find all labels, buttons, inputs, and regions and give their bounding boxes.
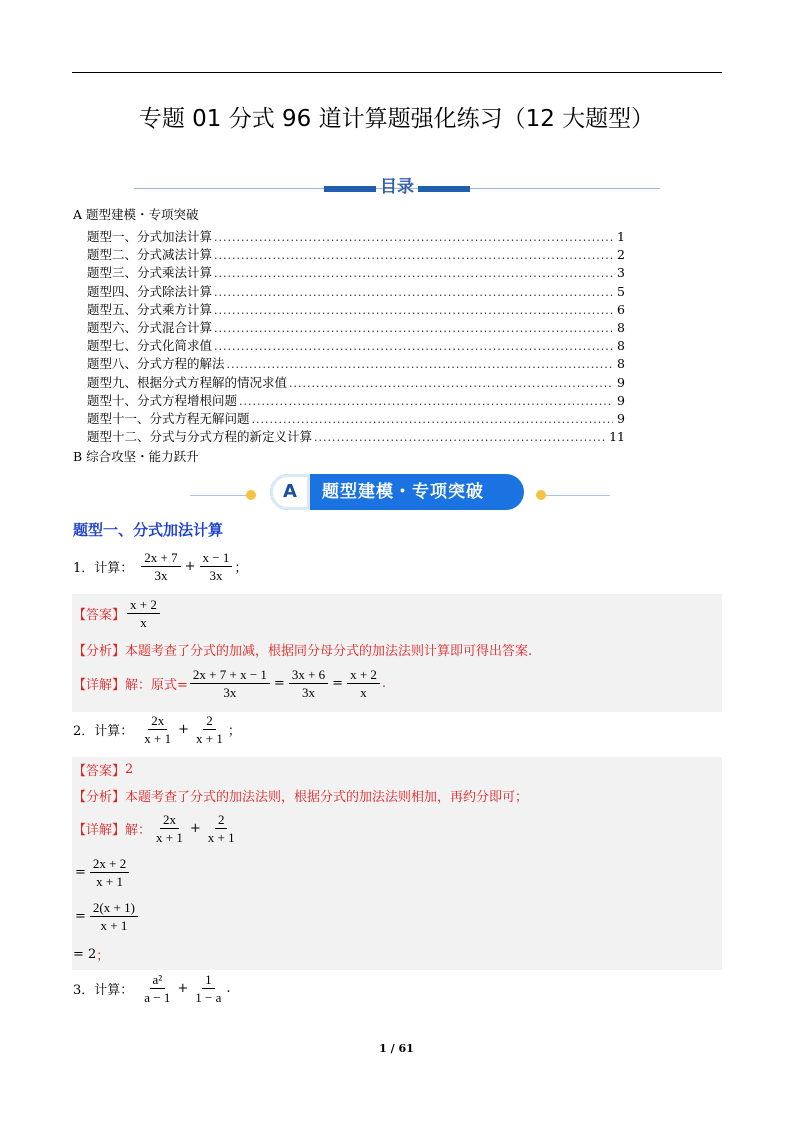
answer-1 [73, 597, 162, 630]
toc-item-page: 3 [617, 265, 625, 281]
toc-leader-dots [214, 304, 613, 317]
numerator: 2 [203, 713, 216, 730]
detail-2 [73, 812, 240, 845]
equals-sign: = [75, 909, 86, 924]
denominator: x + 1 [100, 918, 128, 933]
toc-item-label: 题型十二、分式与分式方程的新定义计算 [87, 429, 313, 445]
toc-section-b[interactable]: B 综合攻坚・能力跃升 [73, 449, 199, 464]
banner-dot-right [536, 490, 546, 500]
fraction [347, 667, 380, 700]
toc-item-label: 题型八、分式方程的解法 [87, 356, 225, 372]
detail-prefix: 解：原式= [125, 678, 188, 693]
numerator: 2x [160, 812, 179, 829]
analysis-tag: 【分析】 [73, 644, 126, 659]
fraction [205, 812, 238, 845]
toc-item-label: 题型二、分式减法计算 [87, 247, 213, 263]
question-label: 1．计算： [73, 561, 134, 576]
toc-item[interactable] [87, 391, 625, 409]
header-rule [72, 72, 722, 73]
toc-item-page: 6 [617, 301, 625, 317]
answer-tag: 【答案】 [73, 608, 126, 623]
toc-item-page: 8 [617, 319, 625, 335]
toc-item-page: 8 [617, 356, 625, 372]
toc-item-label: 题型四、分式除法计算 [87, 283, 213, 299]
denominator: x + 1 [207, 830, 235, 845]
toc-leader-dots [214, 249, 613, 262]
toc-item-label: 题型五、分式乘方计算 [87, 301, 213, 317]
section-banner [190, 474, 610, 510]
toc-leader-dots [239, 395, 613, 408]
toc-item[interactable] [87, 336, 625, 354]
numerator: x − 1 [200, 550, 233, 567]
page-footer: 1 / 61 [379, 1042, 414, 1055]
toc-item-label: 题型六、分式混合计算 [87, 319, 213, 335]
toc-leader-dots [289, 377, 613, 390]
numerator: x + 2 [127, 597, 160, 614]
analysis-tag: 【分析】 [73, 790, 126, 805]
step-1 [73, 856, 131, 889]
fraction [289, 667, 328, 700]
fraction [153, 812, 186, 845]
question-3 [73, 972, 231, 1005]
plus-sign: + [177, 981, 189, 996]
punctuation: ； [234, 561, 248, 576]
fraction [192, 972, 224, 1005]
fraction [90, 900, 138, 933]
question-label: 3．计算： [73, 983, 134, 998]
denominator: 3x [223, 685, 237, 700]
numerator: 2x + 7 [141, 550, 180, 567]
banner-line-right [546, 495, 610, 496]
toc-item-page: 8 [617, 338, 625, 354]
toc-leader-dots [214, 267, 613, 280]
denominator: x + 1 [196, 731, 223, 746]
numerator: 2 [215, 812, 228, 829]
toc-leader-dots [214, 286, 613, 299]
analysis-text: 本题考查了分式的加法法则，根据分式的加法法则相加，再约分即可； [125, 790, 529, 805]
punctuation: ； [96, 949, 110, 964]
numerator: 3x + 6 [289, 667, 328, 684]
numerator: 2x + 7 + x − 1 [190, 667, 270, 684]
toc-leader-dots [214, 322, 613, 335]
toc-item-label: 题型十、分式方程增根问题 [87, 392, 238, 408]
toc-item-page: 11 [609, 429, 625, 445]
toc-item-page: 2 [617, 247, 625, 263]
analysis-1 [73, 640, 532, 659]
denominator: 3x [154, 568, 168, 583]
toc-item[interactable] [87, 318, 625, 336]
numerator: 1 [202, 972, 215, 989]
toc-item[interactable] [87, 354, 625, 372]
analysis-text: 本题考查了分式的加减，根据同分母分式的加法法则计算即可得出答案. [125, 644, 533, 659]
denominator: 1 − a [195, 990, 222, 1005]
question-1 [73, 550, 247, 583]
toc-leader-dots [252, 413, 613, 426]
denominator: a − 1 [144, 990, 171, 1005]
question-2 [73, 713, 241, 746]
numerator: 2x + 2 [90, 856, 129, 873]
numerator: 2x [148, 713, 167, 730]
toc-item[interactable] [87, 300, 625, 318]
section-title: 题型一、分式加法计算 [73, 521, 224, 539]
answer-tag: 【答案】 [73, 764, 126, 779]
denominator: x [140, 615, 147, 630]
banner-line-left [190, 495, 250, 496]
toc-leader-dots [227, 358, 613, 371]
toc-section-a[interactable]: A 题型建模・专项突破 [73, 207, 199, 222]
plus-sign: + [178, 722, 190, 737]
detail-tag: 【详解】 [73, 823, 126, 838]
toc-item[interactable] [87, 263, 625, 281]
fraction [200, 550, 233, 583]
detail-prefix: 解： [125, 823, 152, 838]
toc-item[interactable] [87, 282, 625, 300]
document-title: 专题 01 分式 96 道计算题强化练习（12 大题型） [138, 106, 655, 132]
equals-sign: = [75, 865, 86, 880]
banner-letter: A [270, 474, 310, 510]
fraction [90, 856, 129, 889]
toc-heading: 目录 [380, 177, 414, 197]
fraction [190, 667, 270, 700]
toc-item-page: 9 [617, 374, 625, 390]
toc-item-label: 题型三、分式乘法计算 [87, 265, 213, 281]
toc-item-page: 9 [617, 410, 625, 426]
toc-item-label: 题型一、分式加法计算 [87, 229, 213, 244]
punctuation: . [226, 981, 231, 996]
step-3 [73, 945, 109, 964]
toc-item[interactable] [87, 373, 625, 391]
fraction [141, 550, 180, 583]
banner-dot-left [246, 490, 256, 500]
toc-item-label: 题型九、根据分式方程解的情况求值 [87, 374, 288, 390]
denominator: x + 1 [156, 830, 183, 845]
fraction [141, 713, 174, 746]
toc-item[interactable] [87, 227, 625, 245]
toc-item-label: 题型七、分式化简求值 [87, 338, 213, 354]
toc-list [87, 227, 625, 445]
plus-sign: + [184, 559, 196, 574]
denominator: x + 1 [96, 874, 123, 889]
answer-value: 2 [125, 762, 134, 777]
step-2 [73, 900, 140, 933]
toc-item-page: 5 [617, 283, 625, 299]
toc-item[interactable] [87, 245, 625, 263]
denominator: 3x [209, 568, 223, 583]
result: = 2 [73, 947, 97, 962]
toc-item[interactable] [87, 427, 625, 445]
denominator: 3x [302, 685, 315, 700]
toc-item-page: 9 [617, 392, 625, 408]
banner-pill [270, 474, 524, 510]
punctuation: ； [227, 724, 241, 739]
detail-1 [73, 667, 386, 700]
toc-leader-dots [214, 231, 613, 244]
fraction [127, 597, 160, 630]
punctuation: . [381, 676, 387, 691]
toc-leader-dots [214, 340, 613, 353]
fraction [193, 713, 226, 746]
toc-leader-dots [314, 431, 607, 444]
detail-tag: 【详解】 [73, 678, 126, 693]
denominator: x + 1 [144, 731, 172, 746]
numerator: 2(x + 1) [90, 900, 138, 917]
toc-item-label: 题型十一、分式方程无解问题 [87, 410, 250, 426]
toc-heading-band [134, 176, 660, 200]
analysis-2 [73, 786, 528, 805]
plus-sign: + [189, 821, 201, 836]
equals-sign: = [273, 676, 285, 691]
denominator: x [360, 685, 367, 700]
toc-item-page: 1 [617, 229, 625, 244]
answer-2 [73, 760, 133, 779]
fraction [141, 972, 173, 1005]
question-label: 2．计算： [73, 724, 134, 739]
equals-sign: = [332, 676, 344, 691]
numerator: a² [150, 972, 166, 989]
numerator: x + 2 [347, 667, 380, 684]
toc-item[interactable] [87, 409, 625, 427]
banner-text: 题型建模・专项突破 [322, 482, 484, 502]
